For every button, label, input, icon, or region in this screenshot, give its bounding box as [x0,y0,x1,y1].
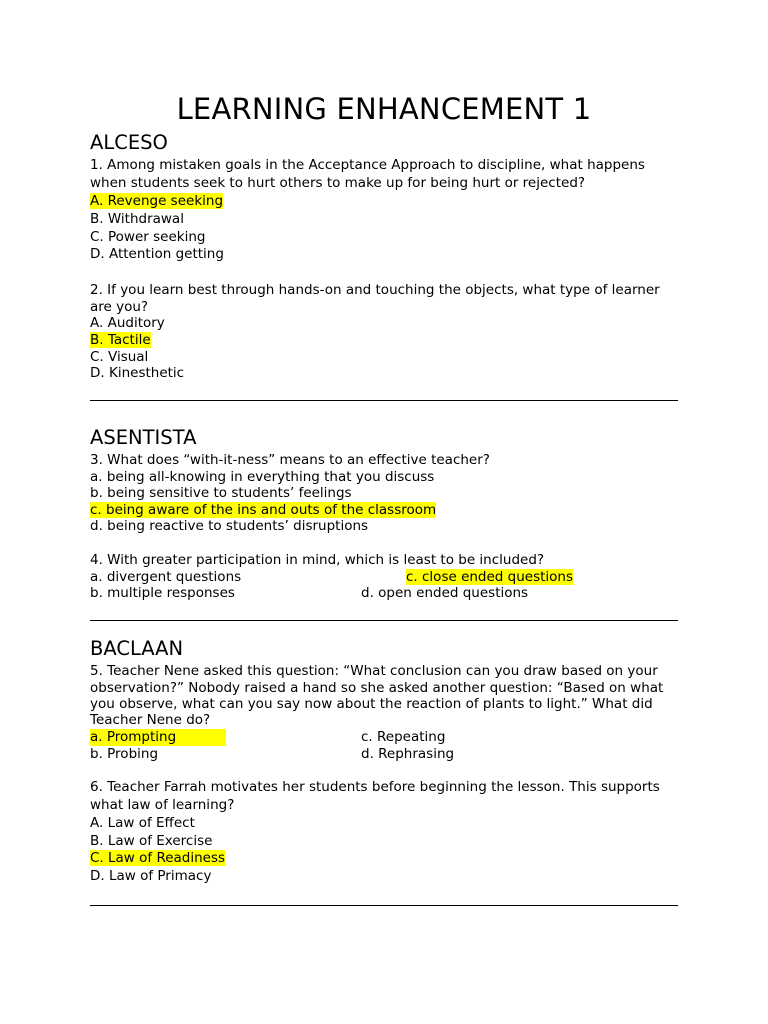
q5-option-b: b. Probing [90,746,159,762]
answer-highlight: B. Tactile [90,332,151,348]
question-2-text: are you? [90,299,149,315]
question-1-text: when students seek to hurt others to make up for being hurt or rejected? [90,175,586,191]
answer-highlight: c. close ended questions [406,569,574,585]
answer-highlight: a. Prompting [90,729,226,746]
q5-option-c: c. Repeating [361,729,446,745]
q1-option-d: D. Attention getting [90,246,224,262]
q3-option-d: d. being reactive to students’ disruptions [90,518,369,534]
q3-option-b: b. being sensitive to students’ feelings [90,485,352,501]
q1-option-c: C. Power seeking [90,229,206,245]
q3-option-c [90,502,436,519]
page-title: LEARNING ENHANCEMENT 1 [176,92,592,126]
section-heading-asentista: ASENTISTA [90,426,197,449]
q2-option-a: A. Auditory [90,315,165,331]
answer-highlight: A. Revenge seeking [90,193,224,209]
section-divider [90,905,678,906]
question-2-text: 2. If you learn best through hands-on and touching the objects, what type of learner [90,282,660,298]
question-5-text: Teacher Nene do? [90,712,211,728]
q5-option-d: d. Rephrasing [361,746,455,762]
q4-option-c [406,569,573,586]
answer-highlight: c. being aware of the ins and outs of the classroom [90,502,437,518]
q1-option-a [90,193,223,210]
q4-option-b: b. multiple responses [90,585,235,601]
section-heading-baclaan: BACLAAN [90,637,184,660]
q6-option-d: D. Law of Primacy [90,868,212,884]
question-5-text: you observe, what can you say now about the reaction of plants to light.” What did [90,696,653,712]
answer-highlight: C. Law of Readiness [90,850,226,866]
section-heading-alceso: ALCESO [90,131,168,154]
question-6-text: 6. Teacher Farrah motivates her students before beginning the lesson. This supports [90,779,660,795]
q2-option-d: D. Kinesthetic [90,365,185,381]
q2-option-b [90,332,151,349]
question-3-text: 3. What does “with-it-ness” means to an effective teacher? [90,452,490,468]
q6-option-b: B. Law of Exercise [90,833,213,849]
q6-option-c [90,850,225,867]
q1-option-b: B. Withdrawal [90,211,184,227]
question-4-text: 4. With greater participation in mind, which is least to be included? [90,552,545,568]
q4-option-d: d. open ended questions [361,585,529,601]
q6-option-a: A. Law of Effect [90,815,195,831]
q4-option-a: a. divergent questions [90,569,242,585]
q5-option-a [90,729,226,746]
question-5-text: observation?” Nobody raised a hand so she asked another question: “Based on what [90,680,664,696]
section-divider [90,620,678,621]
question-6-text: what law of learning? [90,797,235,813]
section-divider [90,400,678,401]
q2-option-c: C. Visual [90,349,149,365]
question-1-text: 1. Among mistaken goals in the Acceptance Approach to discipline, what happens [90,157,645,173]
q3-option-a: a. being all-knowing in everything that you discuss [90,469,435,485]
question-5-text: 5. Teacher Nene asked this question: “What conclusion can you draw based on your [90,663,658,679]
